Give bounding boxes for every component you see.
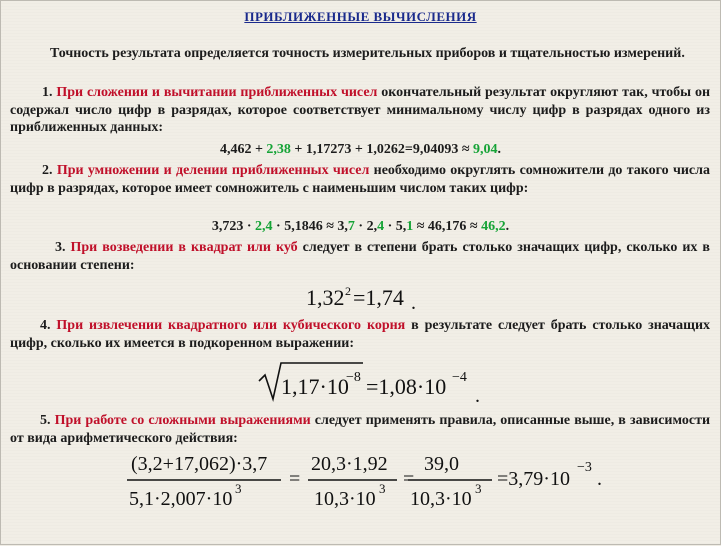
rule-4-number: 4. — [40, 318, 51, 333]
equals-sign: = — [403, 468, 415, 490]
fraction-2-numerator: 20,3·1,92 — [311, 453, 388, 475]
rule-5-number: 5. — [40, 413, 51, 428]
rule-1-number: 1. — [42, 85, 53, 100]
rule-5-formula — [127, 453, 602, 510]
example-result: 46,2 — [481, 219, 506, 234]
radicand-exponent: −8 — [346, 370, 361, 385]
final-result-exponent: −3 — [577, 460, 592, 475]
example-highlight: 2,4 — [255, 219, 273, 234]
intro-text: Точность результата определяется точность измерительных приборов и тщательностью измерений. — [50, 46, 685, 61]
formula-result: =1,74 — [353, 285, 404, 310]
result-exponent: −4 — [452, 370, 467, 385]
example-part: + 1,17273 + 1,0262=9,04093 ≈ — [290, 142, 474, 157]
root-result: =1,08·10 — [366, 374, 447, 399]
rule-3-formula — [306, 284, 416, 314]
example-highlight: 7 — [347, 219, 355, 234]
fraction-3-denominator: 10,3·10 — [410, 488, 472, 510]
example-part: · 5, — [384, 219, 407, 234]
formula-exponent: 2 — [345, 284, 351, 298]
example-part: 3,723 · — [211, 219, 256, 234]
example-part: · 2, — [354, 219, 378, 234]
rule-5-text: следует применять правила, описанные выше, в зависимости от вида арифметического действия: — [10, 413, 711, 446]
fraction-1-denominator: 5,1·2,007·10 — [129, 488, 233, 510]
example-part: 4,462 + — [219, 142, 267, 157]
example-highlight: 2,38 — [266, 142, 291, 157]
rule-5-heading: При работе со сложными выражениями — [54, 413, 311, 428]
fraction-3-exponent: 3 — [475, 481, 482, 496]
fraction-1-exponent: 3 — [235, 481, 242, 496]
rule-1-text: окончательный результат округляют так, чтобы он содержал число цифр в разрядах, которое соответствует минимальному числу цифр в разрядах одного из приближенных данных: — [10, 85, 711, 135]
formula-dot: . — [411, 292, 416, 314]
formulas-layer — [1, 1, 721, 546]
page-title: ПРИБЛИЖЕННЫЕ ВЫЧИСЛЕНИЯ — [244, 9, 477, 24]
rule-1-heading: При сложении и вычитании приближенных чисел — [56, 85, 378, 100]
example-part: · 5,1846 ≈ 3, — [272, 219, 348, 234]
rule-3-heading: При возведении в квадрат или куб — [70, 240, 298, 255]
example-part: . — [497, 142, 502, 157]
example-result: 9,04 — [473, 142, 498, 157]
rule-2-text: необходимо округлять сомножители до такого числа цифр в разрядах, которое имеет сомножитель с наименьшим числом таких цифр: — [10, 163, 710, 196]
rule-2-number: 2. — [42, 163, 53, 178]
rule-4-formula — [259, 363, 480, 407]
radicand: 1,17·10 — [281, 374, 349, 399]
final-result: =3,79·10 — [497, 468, 570, 490]
fraction-1-numerator: (3,2+17,062)·3,7 — [131, 453, 268, 475]
formula-dot: . — [597, 468, 602, 490]
fraction-2-exponent: 3 — [379, 481, 386, 496]
example-part: ≈ 46,176 ≈ — [413, 219, 482, 234]
example-part: . — [505, 219, 510, 234]
rule-3-number: 3. — [55, 240, 66, 255]
fraction-2-denominator: 10,3·10 — [314, 488, 376, 510]
rule-4-text: в результате следует брать столько значащих цифр, сколько их имеется в подкоренном выражении: — [10, 318, 711, 351]
rule-2-heading: При умножении и делении приближенных чисел — [56, 163, 370, 178]
rule-4-heading: При извлечении квадратного или кубического корня — [56, 318, 406, 333]
formula-dot: . — [475, 385, 480, 407]
rule-3-text: следует в степени брать столько значащих цифр, сколько их в основании степени: — [10, 240, 710, 273]
example-highlight: 1 — [406, 219, 414, 234]
formula-base: 1,32 — [306, 285, 345, 310]
example-highlight: 4 — [377, 219, 385, 234]
equals-sign: = — [289, 468, 301, 490]
fraction-3-numerator: 39,0 — [424, 453, 459, 475]
